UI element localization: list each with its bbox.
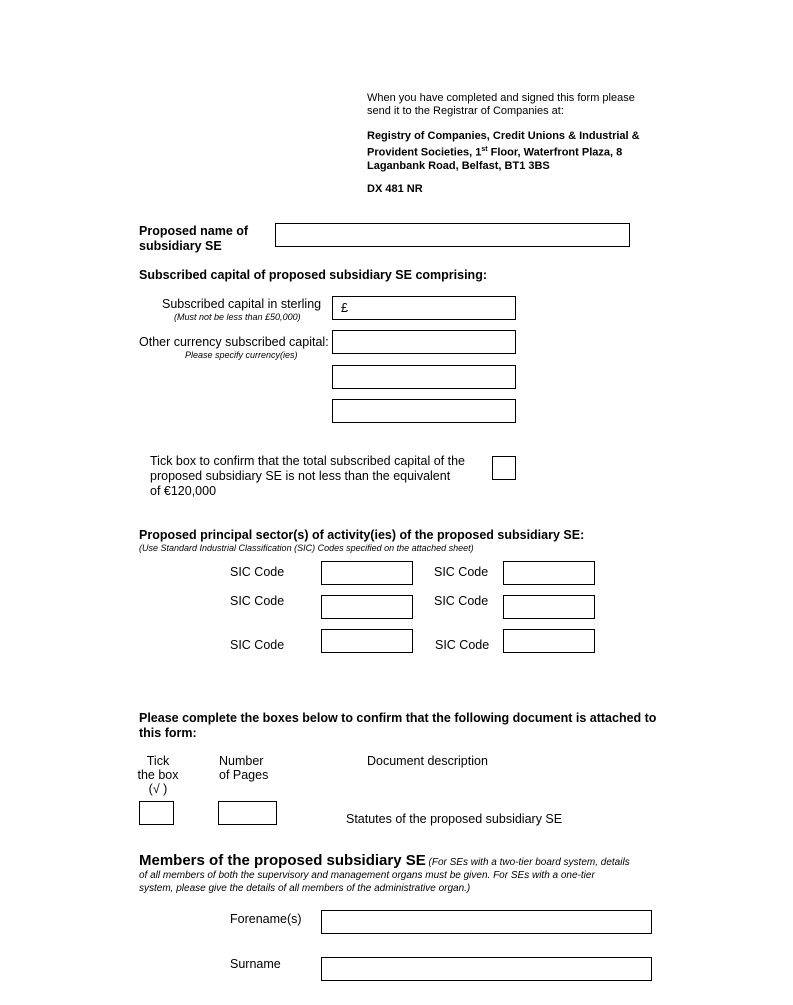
surname-field[interactable] [321, 957, 652, 981]
dx-number: DX 481 NR [367, 183, 423, 195]
registry-address [367, 130, 640, 173]
sic-code-field-2[interactable] [503, 561, 595, 585]
statutes-pages-field[interactable] [218, 801, 277, 825]
sic-code-label-3: SIC Code [230, 594, 285, 608]
members-heading: Members of the proposed subsidiary SE [139, 852, 426, 869]
surname-label: Surname [230, 957, 281, 971]
statutes-tick-box[interactable] [139, 801, 174, 825]
other-currency-field-3[interactable] [332, 399, 516, 423]
sic-code-label-6: SIC Code [435, 638, 490, 652]
description-column-header: Document description [367, 754, 488, 768]
sic-heading: Proposed principal sector(s) of activity(ies) of the proposed subsidiary SE: [139, 528, 585, 542]
sic-code-label-5: SIC Code [230, 638, 285, 652]
sic-code-label-4: SIC Code [434, 594, 489, 608]
sterling-capital-label: Subscribed capital in sterling [162, 297, 322, 311]
capital-confirm-checkbox[interactable] [492, 456, 516, 480]
sic-code-field-1[interactable] [321, 561, 413, 585]
sterling-capital-field[interactable] [332, 296, 516, 320]
address-line-1: Registry of Companies, Credit Unions & Industrial & [367, 130, 640, 142]
statutes-description: Statutes of the proposed subsidiary SE [346, 812, 563, 826]
members-note-2: of all members of both the supervisory and management organs must be given. For SEs with a one-tier [139, 870, 595, 881]
other-currency-label: Other currency subscribed capital: [139, 335, 329, 349]
forename-field[interactable] [321, 910, 652, 934]
instructions-line-2: send it to the Registrar of Companies at: [367, 105, 564, 117]
other-currency-note: Please specify currency(ies) [185, 350, 298, 360]
pages-column-header: Number of Pages [219, 754, 269, 782]
forename-label: Forename(s) [230, 912, 302, 926]
address-line-2: Provident Societies, 1st Floor, Waterfront Plaza, 8 [367, 146, 623, 159]
instructions-line-1: When you have completed and signed this form please [367, 92, 635, 104]
pound-symbol: £ [341, 301, 348, 315]
other-currency-field-1[interactable] [332, 330, 516, 354]
members-note-1: (For SEs with a two-tier board system, details [425, 857, 630, 868]
tick-column-header: Tick the box (√ ) [137, 754, 179, 796]
instructions [367, 92, 635, 118]
sic-code-field-3[interactable] [321, 595, 413, 619]
address-line-3: Laganbank Road, Belfast, BT1 3BS [367, 159, 550, 172]
proposed-name-label: Proposed name of subsidiary SE [139, 224, 249, 253]
sic-code-field-6[interactable] [503, 629, 595, 653]
sic-code-label-2: SIC Code [434, 565, 489, 579]
sic-code-field-4[interactable] [503, 595, 595, 619]
members-note-3: system, please give the details of all members of the administrative organ.) [139, 883, 471, 894]
capital-heading: Subscribed capital of proposed subsidiary SE comprising: [139, 268, 487, 282]
proposed-name-field[interactable] [275, 223, 630, 247]
sic-code-label-1: SIC Code [230, 565, 285, 579]
members-section [139, 854, 669, 895]
documents-heading: Please complete the boxes below to confirm that the following document is attached to this form: [139, 711, 657, 740]
sterling-capital-note: (Must not be less than £50,000) [174, 312, 301, 322]
sic-note: (Use Standard Industrial Classification (SIC) Codes specified on the attached sheet) [139, 543, 474, 553]
sic-code-field-5[interactable] [321, 629, 413, 653]
capital-confirm-text: Tick box to confirm that the total subscribed capital of the proposed subsidiary SE is not less than the equivalent of €120,000 [150, 454, 465, 498]
other-currency-field-2[interactable] [332, 365, 516, 389]
